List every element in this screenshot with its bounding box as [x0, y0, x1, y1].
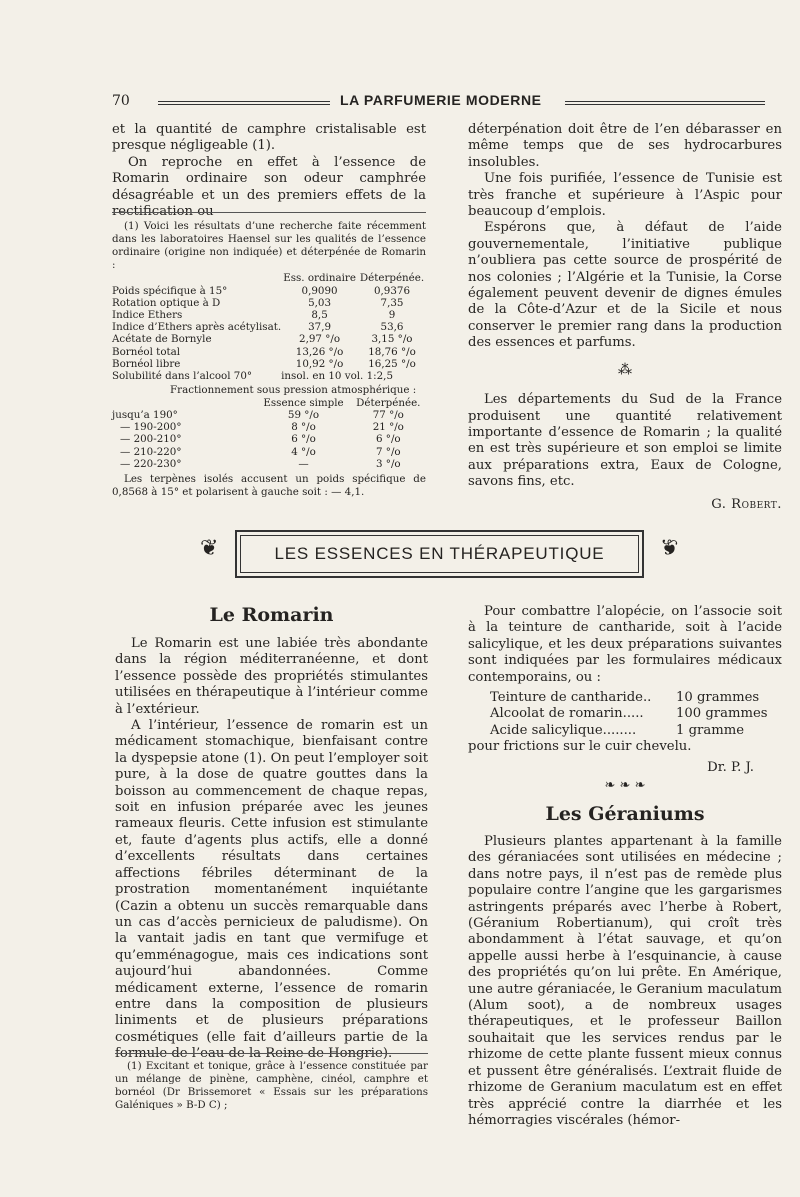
table-header: Ess. ordinaire [283, 272, 356, 285]
paragraph: Le Romarin est une labiée très abondante dans la région méditerranéenne, et dont l’essence possède des propriétés stimulantes utilisées en thérapeutique à l’intérieur comme à l’extérieur. [115, 636, 428, 717]
paragraph: On reproche en effet à l’essence de Romarin ordinaire son odeur camphrée désagréable et un des premiers effets de la rectification ou [112, 154, 426, 220]
table-row: — 200-210° 6 °/o 6 °/o [120, 433, 401, 446]
romarin-footnote [115, 1060, 428, 1112]
table-row: Rotation optique à D 5,03 7,35 [112, 296, 404, 309]
paragraph: A l’intérieur, l’essence de romarin est un médicament stomachique, bienfaisant contre la dyspepsie atone (1). On peut l’employer soit pure, à la dose de quatre gouttes dans la boisson au commencement de chaque repas, soit en infusion préparée avec les jeunes rameaux fleuris. Cette infusion est stimulante et, faute d’agents plus actifs, elle a donné d’excellents résultats dans certaines affections fébriles déterminant de la prostration momentanément inquiétante (Cazin a obtenu un succès remarquable dans un cas d’accès pernicieux de paludisme). On la vantait jadis en tant que vermifuge et qu’emménagogue, mais ces indications sont aujourd’hui abandonnées. Comme médicament externe, l’essence de romarin entre dans la composition de plusieurs liniments et de plusieurs préparations cosmétiques (elle fait d’ailleurs partie de la formule de l’eau de la Reine de Hongrie). [115, 718, 428, 1062]
heading-romarin: Le Romarin [209, 604, 334, 626]
table-row: Poids spécifique à 15° 0,9090 0,9376 [112, 284, 411, 297]
analysis-table [112, 272, 426, 382]
running-title: LA PARFUMERIE MODERNE [340, 92, 542, 108]
table-row: — 220-230° — 3 °/o [120, 457, 401, 470]
paragraph: Plusieurs plantes appartenant à la famille des géraniacées sont utilisées en médecine ; dans notre pays, il n’est pas de remède plus populaire contre l’angine que les gargarismes astringents préparés avec l’herbe à Robert, (Géranium Robertianum), qui croît très abondamment à l’état sauvage, et qu’on appelle aussi herbe à l’esquinancie, à cause des propriétés qu’on lui prête. En Amérique, une autre géraniacée, le Geranium maculatum (Alum soot), a de nombreux usages thérapeutiques, et le professeur Baillon souhaitait que les services rendus par le rhizome de cette plante fussent mieux connus et pussent être généralisés. L’extrait fluide de rhizome de Geranium maculatum est en effet très apprécié contre la diarrhée et les hémorragies viscérales (hémor- [468, 834, 782, 1128]
fraction-table [112, 397, 426, 470]
footnote-romarin-analysis [112, 220, 426, 499]
asterism-separator: ⁂ [618, 361, 632, 378]
top-left-text [112, 122, 426, 220]
top-right-text [468, 122, 782, 513]
footnote-rule [115, 1053, 428, 1054]
paragraph: déterpénation doit être de l’en débarasser en même temps que de ses hydrocarbures insolubles. [468, 122, 782, 170]
table-row: jusqu’a 190° 59 °/o 77 °/o [112, 408, 404, 421]
table-row: — 210-220° 4 °/o 7 °/o [120, 445, 401, 458]
footnote-intro: (1) Voici les résultats d’une recherche faite récemment dans les laboratoires Haensel sur les qualités de l’essence ordinaire (origine non indiquée) et déterpénée de Romarin : [112, 220, 426, 272]
table-header: Déterpénée. [359, 272, 425, 285]
table-row: Alcoolat de romarin..... 100 grammes [490, 706, 768, 722]
right-ornament-icon: ❦ [660, 536, 679, 561]
header-rule-right [565, 101, 765, 105]
table-row: Acétate de Bornyle 2,97 °/o 3,15 °/o [112, 333, 413, 346]
signature: G. Robert. [711, 496, 782, 512]
left-ornament-icon: ❦ [200, 536, 219, 561]
paragraph: Espérons que, à défaut de l’aide gouvernementale, l’initiative publique n’oubliera pas cette source de prospérité de nos colonies ; l’Algérie et la Tunisie, la Corse également peuvent devenir de dignes émules de la Côte-d’Azur et de la Sicile et nous conserver le premier rang dans la production des essences et parfums. [468, 220, 782, 351]
geraniums-text [468, 834, 782, 1129]
page-number: 70 [112, 93, 130, 109]
table-row: Acide salicylique........ 1 gramme [490, 722, 745, 738]
fraction-title: Fractionnement sous pression atmosphérique : [170, 384, 417, 397]
paragraph: Les départements du Sud de la France produisent une quantité relativement importante d’essence de Romarin ; la qualité en est très supérieure et son emploi se limite aux préparations extra, Eaux de Cologne, savons fins, etc. [468, 392, 782, 490]
footnote-end: Les terpènes isolés accusent un poids spécifique de 0,8568 à 15° et polarisent à gauche soit : — 4,1. [112, 472, 426, 499]
table-row: Solubilité dans l’alcool 70° insol. en 10 vol. 1:2,5 [112, 370, 393, 382]
alopecia-text [468, 604, 782, 794]
table-row: — 190-200° 8 °/o 21 °/o [120, 421, 404, 434]
table-row: Bornéol total 13,26 °/o 18,76 °/o [112, 345, 416, 358]
section-title: LES ESSENCES EN THÉRAPEUTIQUE [240, 535, 639, 573]
table-header: Essence simple [263, 396, 344, 409]
table-header: Déterpénée. [356, 396, 421, 409]
romarin-text [115, 636, 428, 1063]
fleuron-ornament-icon: ❧ ❧ ❧ [604, 778, 646, 794]
paragraph: et la quantité de camphre cristalisable est presque négligeable (1). [112, 122, 426, 154]
section-banner [235, 530, 644, 578]
paragraph: Une fois purifiée, l’essence de Tunisie est très franche et supérieure à l’Aspic pour beaucoup d’emplois. [468, 171, 782, 220]
table-row: Indice d’Ethers après acétylisat. 37,9 53,6 [112, 321, 404, 334]
header-rule-left [158, 101, 330, 105]
paragraph: Pour combattre l’alopécie, on l’associe soit à la teinture de cantharide, soit à l’acide salicylique, et les deux préparations suivantes sont indiquées par les formulaires médicaux contemporains, ou : [468, 604, 782, 685]
footnote-rule [112, 212, 426, 213]
formula-end: pour frictions sur le cuir chevelu. [468, 739, 692, 755]
footnote: (1) Excitant et tonique, grâce à l’essence constituée par un mélange de pinène, camphène, cinéol, camphre et bornéol (Dr Brissemoret « Essais sur les préparations Galéniques » B-D C) ; [115, 1060, 428, 1112]
formula-table [490, 690, 768, 739]
table-row: Bornéol libre 10,92 °/o 16,25 °/o [112, 357, 416, 370]
table-row: Indice Ethers 8,5 9 [112, 308, 396, 321]
heading-geraniums: Les Géraniums [545, 803, 705, 825]
table-row: Teinture de cantharide.. 10 grammes [490, 690, 760, 706]
signature: Dr. P. J. [707, 759, 754, 775]
